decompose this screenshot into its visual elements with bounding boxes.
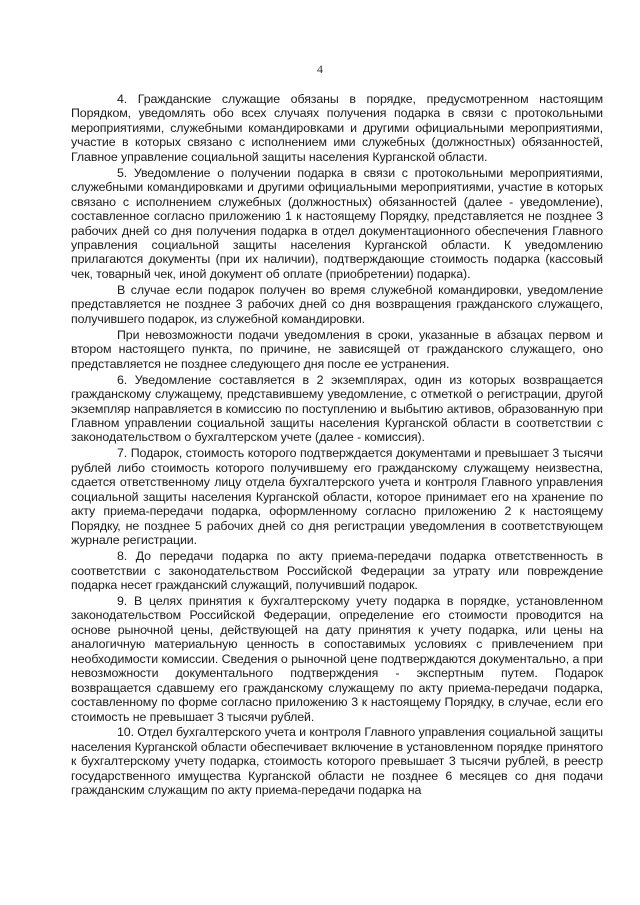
- paragraph-impossibility: При невозможности подачи уведомления в сроки, указанные в абзацах первом и втором настоящего пункта, по причине, не зависящей от гражданского служащего, оно представляется не позднее следующего дня после ее устранения.: [71, 327, 603, 371]
- paragraph-item-7: 7. Подарок, стоимость которого подтверждается документами и превышает 3 тысячи рублей либо стоимость которого получившему его гражданскому служащему неизвестна, сдается ответственному лицу отдела бухгалтерского учета и контроля Главного управления социальной защиты населения Курганской области, которое принимает его на хранение по акту приема-передачи подарка, оформленному согласно приложению 2 к настоящему Порядку, не позднее 5 рабочих дней со дня регистрации уведомления в соответствующем журнале регистрации.: [71, 446, 603, 548]
- paragraph-item-6: 6. Уведомление составляется в 2 экземплярах, один из которых возвращается гражданскому служащему, представившему уведомление, с отметкой о регистрации, другой экземпляр направляется в комиссию по поступлению и выбытию активов, образованную при Главном управлении социальной защиты населения Курганской области в соответствии с законодательством о бухгалтерском учете (далее - комиссия).: [71, 372, 603, 445]
- paragraph-item-4: 4. Гражданские служащие обязаны в порядке, предусмотренном настоящим Порядком, уведомлять обо всех случаях получения подарка в связи с протокольными мероприятиями, служебными командировками и другими официальными мероприятиями, участие в которых связано с исполнением ими служебных (должностных) обязанностей, Главное управление социальной защиты населения Курганской области.: [71, 92, 603, 164]
- paragraph-item-9: 9. В целях принятия к бухгалтерскому учету подарка в порядке, установленном законодательством Российской Федерации, определение его стоимости проводится на основе рыночной цены, действующей на дату принятия к учету подарка, или цены на аналогичную материальную ценность в сопоставимых условиях с привлечением при необходимости комиссии. Сведения о рыночной цене подтверждаются документально, а при невозможности документального подтверждения - экспертным путем. Подарок возвращается сдавшему его гражданскому служащему по акту приема-передачи подарка, составленному по форме согласно приложению 3 к настоящему Порядку, в случае, если его стоимость не превышает 3 тысячи рублей.: [71, 593, 603, 724]
- paragraph-item-8: 8. До передачи подарка по акту приема-передачи подарка ответственность в соответствии с законодательством Российской Федерации за утрату или повреждение подарка несет гражданский служащий, получивший подарок.: [71, 549, 603, 592]
- paragraph-item-5: 5. Уведомление о получении подарка в связи с протокольными мероприятиями, служебными командировками и другими официальными мероприятиями, участие в которых связано с исполнением служебных (должностных) обязанностей (далее - уведомление), составленное согласно приложению 1 к настоящему Порядку, представляется не позднее 3 рабочих дней со дня получения подарка в отдел документационного обеспечения Главного управления социальной защиты населения Курганской области. К уведомлению прилагаются документы (при их наличии), подтверждающие стоимость подарка (кассовый чек, товарный чек, иной документ об оплате (приобретении) подарка).: [71, 165, 603, 281]
- paragraph-business-trip: В случае если подарок получен во время служебной командировки, уведомление представляется не позднее 3 рабочих дней со дня возвращения гражданского служащего, получившего подарок, из служебной командировки.: [71, 282, 603, 326]
- paragraph-item-10: 10. Отдел бухгалтерского учета и контроля Главного управления социальной защиты населения Курганской области обеспечивает включение в установленном порядке принятого к бухгалтерскому учету подарка, стоимость которого превышает 3 тысячи рублей, в реестр государственного имущества Курганской области не позднее 6 месяцев со дня подачи гражданским служащим по акту приема-передачи подарка на: [71, 725, 603, 798]
- page-number: 4: [317, 62, 323, 76]
- document-body: [71, 92, 603, 799]
